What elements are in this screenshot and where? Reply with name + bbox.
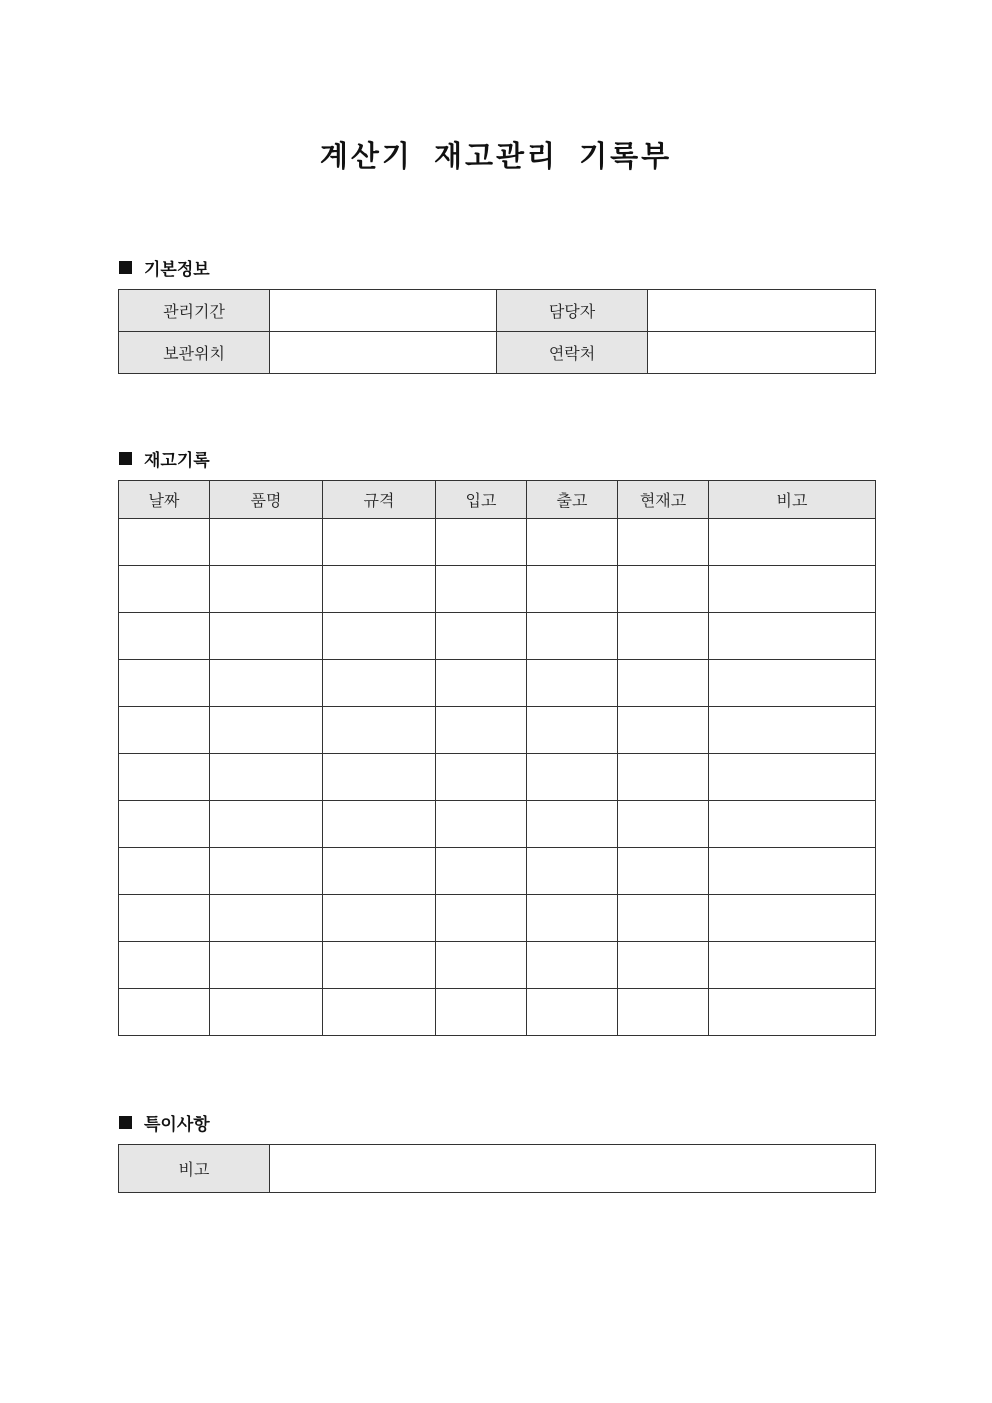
- section-heading-label: 특이사항: [144, 1115, 210, 1135]
- remarks-field[interactable]: [270, 1145, 876, 1193]
- item-name-cell[interactable]: [210, 566, 323, 613]
- current-stock-cell[interactable]: [618, 519, 709, 566]
- item-name-cell[interactable]: [210, 754, 323, 801]
- stock-in-cell[interactable]: [436, 895, 527, 942]
- date-cell[interactable]: [119, 895, 210, 942]
- current-stock-cell[interactable]: [618, 801, 709, 848]
- stock-out-cell[interactable]: [527, 519, 618, 566]
- stock-in-cell[interactable]: [436, 707, 527, 754]
- current-stock-cell[interactable]: [618, 848, 709, 895]
- table-row: [119, 1145, 876, 1193]
- stock-out-cell[interactable]: [527, 707, 618, 754]
- item-name-cell[interactable]: [210, 895, 323, 942]
- records-table-body: [119, 519, 876, 1036]
- column-header-stock-in: 입고: [436, 481, 527, 519]
- remarks-cell[interactable]: [709, 566, 876, 613]
- item-name-cell[interactable]: [210, 848, 323, 895]
- stock-in-cell[interactable]: [436, 566, 527, 613]
- table-row: [119, 942, 876, 989]
- current-stock-cell[interactable]: [618, 707, 709, 754]
- spec-cell[interactable]: [323, 989, 436, 1036]
- notes-table: [118, 1144, 876, 1193]
- section-heading-records: [119, 446, 210, 471]
- spec-cell[interactable]: [323, 566, 436, 613]
- current-stock-cell[interactable]: [618, 660, 709, 707]
- stock-in-cell[interactable]: [436, 660, 527, 707]
- period-field[interactable]: [270, 290, 497, 332]
- stock-in-cell[interactable]: [436, 754, 527, 801]
- column-header-item-name: 품명: [210, 481, 323, 519]
- table-row: [119, 989, 876, 1036]
- location-field[interactable]: [270, 332, 497, 374]
- current-stock-cell[interactable]: [618, 613, 709, 660]
- inventory-records-table: [118, 480, 876, 1036]
- item-name-cell[interactable]: [210, 613, 323, 660]
- remarks-cell[interactable]: [709, 848, 876, 895]
- date-cell[interactable]: [119, 613, 210, 660]
- stock-out-cell[interactable]: [527, 566, 618, 613]
- table-row: [119, 519, 876, 566]
- remarks-cell[interactable]: [709, 754, 876, 801]
- stock-in-cell[interactable]: [436, 613, 527, 660]
- remarks-label: 비고: [119, 1145, 270, 1193]
- table-row: [119, 660, 876, 707]
- section-heading-label: 기본정보: [144, 260, 210, 280]
- date-cell[interactable]: [119, 519, 210, 566]
- remarks-cell[interactable]: [709, 519, 876, 566]
- spec-cell[interactable]: [323, 660, 436, 707]
- table-row: [119, 613, 876, 660]
- stock-out-cell[interactable]: [527, 989, 618, 1036]
- current-stock-cell[interactable]: [618, 754, 709, 801]
- date-cell[interactable]: [119, 989, 210, 1036]
- manager-field[interactable]: [648, 290, 876, 332]
- remarks-cell[interactable]: [709, 660, 876, 707]
- section-heading-label: 재고기록: [144, 451, 210, 471]
- remarks-cell[interactable]: [709, 801, 876, 848]
- column-header-stock-out: 출고: [527, 481, 618, 519]
- stock-out-cell[interactable]: [527, 613, 618, 660]
- current-stock-cell[interactable]: [618, 989, 709, 1036]
- remarks-cell[interactable]: [709, 613, 876, 660]
- manager-label: 담당자: [497, 290, 648, 332]
- table-row: [119, 290, 876, 332]
- section-heading-basic-info: [119, 255, 210, 280]
- table-row: [119, 332, 876, 374]
- stock-out-cell[interactable]: [527, 848, 618, 895]
- table-row: [119, 707, 876, 754]
- date-cell[interactable]: [119, 942, 210, 989]
- column-header-current-stock: 현재고: [618, 481, 709, 519]
- date-cell[interactable]: [119, 707, 210, 754]
- stock-in-cell[interactable]: [436, 989, 527, 1036]
- spec-cell[interactable]: [323, 613, 436, 660]
- item-name-cell[interactable]: [210, 801, 323, 848]
- spec-cell[interactable]: [323, 519, 436, 566]
- stock-in-cell[interactable]: [436, 848, 527, 895]
- stock-in-cell[interactable]: [436, 519, 527, 566]
- contact-label: 연락처: [497, 332, 648, 374]
- table-row: [119, 801, 876, 848]
- current-stock-cell[interactable]: [618, 895, 709, 942]
- item-name-cell[interactable]: [210, 942, 323, 989]
- square-bullet-icon: [119, 261, 132, 274]
- remarks-cell[interactable]: [709, 942, 876, 989]
- basic-info-table: [118, 289, 876, 374]
- square-bullet-icon: [119, 1116, 132, 1129]
- stock-out-cell[interactable]: [527, 895, 618, 942]
- spec-cell[interactable]: [323, 942, 436, 989]
- date-cell[interactable]: [119, 754, 210, 801]
- item-name-cell[interactable]: [210, 707, 323, 754]
- table-row: [119, 566, 876, 613]
- spec-cell[interactable]: [323, 848, 436, 895]
- column-header-date: 날짜: [119, 481, 210, 519]
- contact-field[interactable]: [648, 332, 876, 374]
- stock-out-cell[interactable]: [527, 801, 618, 848]
- column-header-spec: 규격: [323, 481, 436, 519]
- spec-cell[interactable]: [323, 754, 436, 801]
- date-cell[interactable]: [119, 660, 210, 707]
- spec-cell[interactable]: [323, 895, 436, 942]
- current-stock-cell[interactable]: [618, 566, 709, 613]
- item-name-cell[interactable]: [210, 519, 323, 566]
- spec-cell[interactable]: [323, 801, 436, 848]
- date-cell[interactable]: [119, 801, 210, 848]
- table-row: [119, 848, 876, 895]
- stock-in-cell[interactable]: [436, 942, 527, 989]
- period-label: 관리기간: [119, 290, 270, 332]
- page-title: 계산기 재고관리 기록부: [319, 139, 673, 173]
- remarks-cell[interactable]: [709, 707, 876, 754]
- location-label: 보관위치: [119, 332, 270, 374]
- date-cell[interactable]: [119, 848, 210, 895]
- current-stock-cell[interactable]: [618, 942, 709, 989]
- remarks-cell[interactable]: [709, 895, 876, 942]
- table-row: [119, 895, 876, 942]
- item-name-cell[interactable]: [210, 989, 323, 1036]
- square-bullet-icon: [119, 452, 132, 465]
- spec-cell[interactable]: [323, 707, 436, 754]
- remarks-cell[interactable]: [709, 989, 876, 1036]
- stock-out-cell[interactable]: [527, 660, 618, 707]
- date-cell[interactable]: [119, 566, 210, 613]
- stock-in-cell[interactable]: [436, 801, 527, 848]
- table-header-row: [119, 481, 876, 519]
- section-heading-notes: [119, 1110, 210, 1135]
- stock-out-cell[interactable]: [527, 942, 618, 989]
- stock-out-cell[interactable]: [527, 754, 618, 801]
- column-header-remarks: 비고: [709, 481, 876, 519]
- table-row: [119, 754, 876, 801]
- item-name-cell[interactable]: [210, 660, 323, 707]
